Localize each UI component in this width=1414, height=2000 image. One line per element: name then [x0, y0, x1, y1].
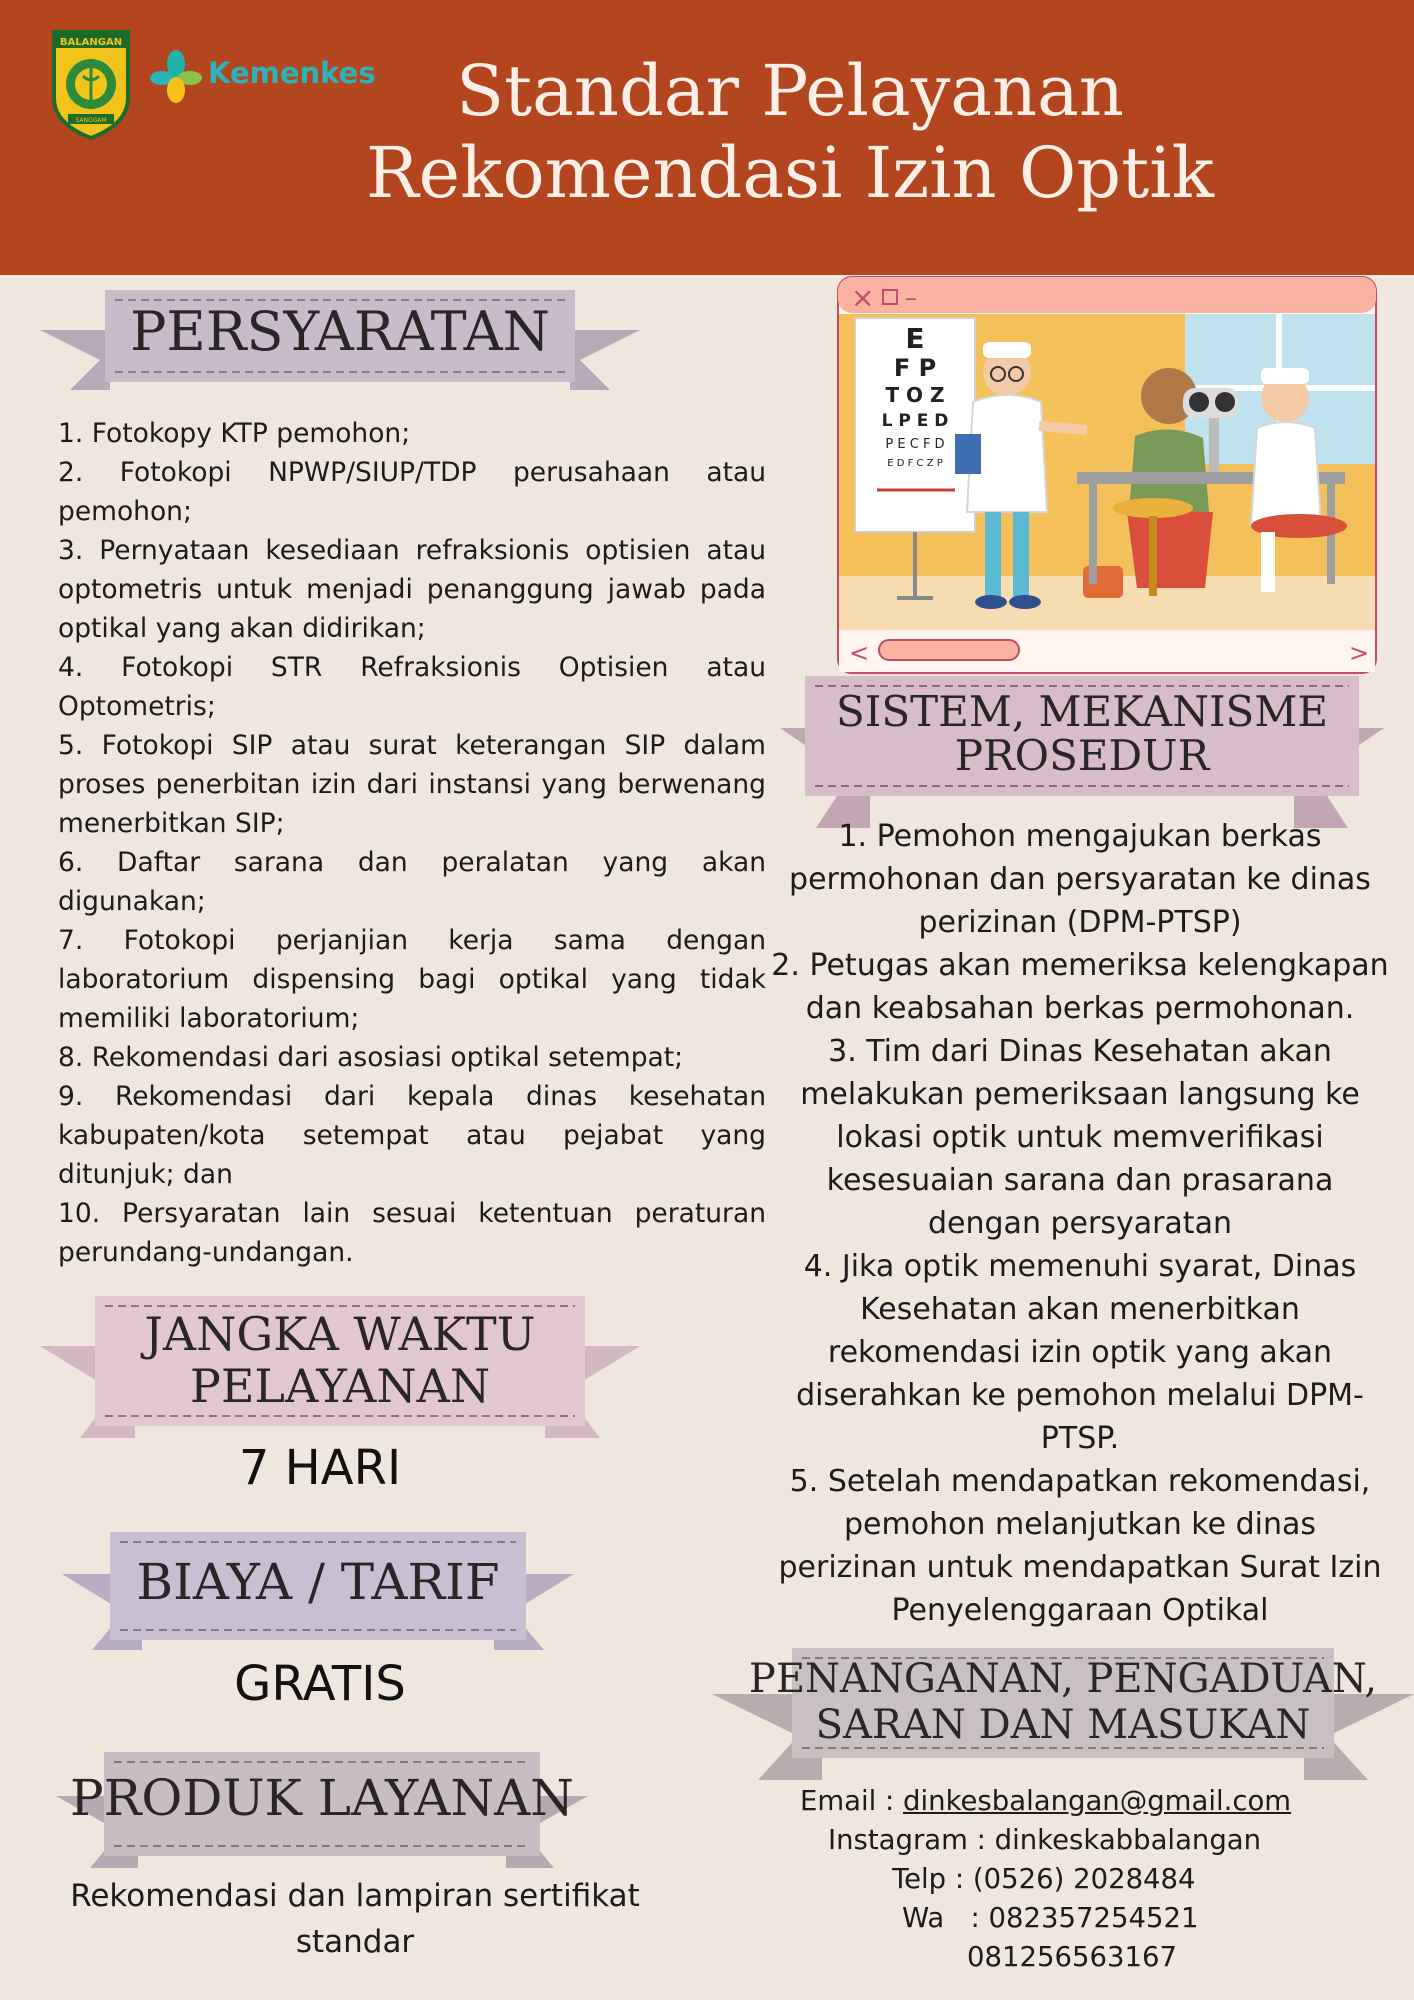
- biaya-ribbon: [62, 1532, 574, 1652]
- produk-value: Rekomendasi dan lampiran sertifikat standar: [70, 1878, 640, 1960]
- produk-heading: PRODUK LAYANAN: [70, 1769, 574, 1827]
- list-item: 1. Pemohon mengajukan berkas permohonan dan persyaratan ke dinas perizinan (DPM-PTSP): [789, 819, 1371, 940]
- telp-label: Telp :: [892, 1863, 973, 1895]
- telp-row: [760, 1860, 1390, 1899]
- email-row: [760, 1782, 1390, 1821]
- email-link[interactable]: dinkesbalangan@gmail.com: [903, 1785, 1292, 1817]
- list-item: 5. Setelah mendapatkan rekomendasi, pemohon melanjutkan ke dinas perizinan untuk mendapatkan Surat Izin Penyelenggaraan Optikal: [778, 1464, 1382, 1628]
- sistem-steps: [770, 815, 1390, 1632]
- contact-info: [760, 1782, 1390, 1977]
- list-item: 6. Daftar sarana dan peralatan yang akan digunakan;: [58, 847, 766, 917]
- list-item: 9. Rekomendasi dari kepala dinas kesehatan kabupaten/kota setempat atau pejabat yang ditunjuk; dan: [58, 1081, 766, 1190]
- window-close-icon[interactable]: ×: [851, 281, 875, 314]
- pengaduan-heading-line-2: SARAN DAN MASUKAN: [815, 1702, 1311, 1748]
- wa-value-2: 081256563167: [967, 1941, 1177, 1973]
- list-item: 7. Fotokopi perjanjian kerja sama dengan laboratorium dispensing bagi optikal yang tidak memiliki laboratorium;: [58, 925, 766, 1034]
- sistem-ribbon: [780, 676, 1384, 830]
- produk-ribbon: [56, 1752, 588, 1870]
- pengaduan-ribbon: [712, 1648, 1414, 1782]
- jangka-waktu-heading-line-1: JANGKA WAKTU: [144, 1307, 536, 1361]
- logo-kab-bottom-text: SANGGAM: [75, 117, 107, 124]
- eye-chart-line: T O Z: [885, 383, 945, 407]
- list-item: 2. Fotokopi NPWP/SIUP/TDP perusahaan atau pemohon;: [58, 457, 766, 527]
- header-banner: [0, 0, 1414, 275]
- jangka-waktu-heading-line-2: PELAYANAN: [189, 1359, 491, 1413]
- jangka-waktu-value: 7 HARI: [238, 1440, 402, 1496]
- balangan-logo: [48, 28, 134, 140]
- window-minimize-icon[interactable]: –: [905, 284, 917, 312]
- optician-illustration: [837, 276, 1377, 674]
- eye-chart-line: E D F C Z P: [887, 458, 943, 469]
- telp-value: (0526) 2028484: [972, 1863, 1196, 1895]
- list-item: 2. Petugas akan memeriksa kelengkapan dan keabsahan berkas permohonan.: [771, 948, 1389, 1026]
- wa-label: Wa :: [902, 1902, 989, 1934]
- kemenkes-text: Kemenkes: [208, 56, 376, 90]
- list-item: 1. Fotokopy KTP pemohon;: [58, 418, 411, 449]
- persyaratan-heading: PERSYARATAN: [130, 300, 550, 363]
- list-item: 4. Jika optik memenuhi syarat, Dinas Kesehatan akan menerbitkan rekomendasi izin optik yang akan diserahkan ke pemohon melalui DPM-PTSP.: [796, 1249, 1364, 1456]
- logo-kab-top-text: BALANGAN: [59, 37, 123, 48]
- jangka-waktu-heading: [40, 1308, 640, 1412]
- wa-row: [760, 1899, 1390, 1938]
- instagram-row: [760, 1821, 1390, 1860]
- sistem-heading-line-2: PROSEDUR: [954, 731, 1210, 780]
- biaya-heading: BIAYA / TARIF: [136, 1553, 500, 1611]
- page-title: [330, 50, 1250, 214]
- persyaratan-ribbon: [40, 290, 640, 394]
- email-label: Email :: [800, 1785, 904, 1817]
- eye-chart-line: L P E D: [881, 411, 949, 431]
- jangka-waktu-ribbon: [40, 1296, 640, 1440]
- title-line-1: Standar Pelayanan: [456, 50, 1124, 132]
- sistem-heading: [780, 687, 1384, 780]
- wa-value-1: 082357254521: [988, 1902, 1199, 1934]
- list-item: 5. Fotokopi SIP atau surat keterangan SIP dalam proses penerbitan izin dari instansi yang berwenang menerbitkan SIP;: [58, 730, 766, 839]
- list-item: 10. Persyaratan lain sesuai ketentuan peraturan perundang-undangan.: [58, 1198, 766, 1268]
- wa-row-2: [760, 1938, 1390, 1977]
- nav-left-icon[interactable]: <: [849, 639, 870, 667]
- title-line-2: Rekomendasi Izin Optik: [365, 132, 1215, 214]
- pengaduan-heading: [712, 1656, 1414, 1748]
- horizontal-scrollbar[interactable]: [879, 640, 1019, 660]
- sistem-heading-line-1: SISTEM, MEKANISME: [836, 687, 1328, 736]
- kemenkes-leaf-icon: [150, 48, 202, 104]
- instagram-value: dinkeskabbalangan: [994, 1824, 1262, 1856]
- eye-chart-line: F P: [893, 354, 937, 382]
- nav-right-icon[interactable]: >: [1349, 639, 1370, 667]
- persyaratan-list: [58, 414, 766, 1272]
- list-item: 3. Pernyataan kesediaan refraksionis optisien atau optometris untuk menjadi penanggung jawab pada optikal yang akan didirikan;: [58, 535, 766, 644]
- eye-chart-line: P E C F D: [885, 437, 945, 452]
- list-item: 3. Tim dari Dinas Kesehatan akan melakukan pemeriksaan langsung ke lokasi optik untuk memverifikasi kesesuaian sarana dan prasarana dengan persyaratan: [800, 1034, 1360, 1241]
- pengaduan-heading-line-1: PENANGANAN, PENGADUAN,: [748, 1656, 1378, 1702]
- list-item: 8. Rekomendasi dari asosiasi optikal setempat;: [58, 1042, 684, 1073]
- instagram-label: Instagram :: [828, 1824, 995, 1856]
- biaya-value: GRATIS: [234, 1656, 406, 1712]
- eye-chart-line: E: [905, 322, 925, 355]
- list-item: 4. Fotokopi STR Refraksionis Optisien atau Optometris;: [58, 652, 766, 722]
